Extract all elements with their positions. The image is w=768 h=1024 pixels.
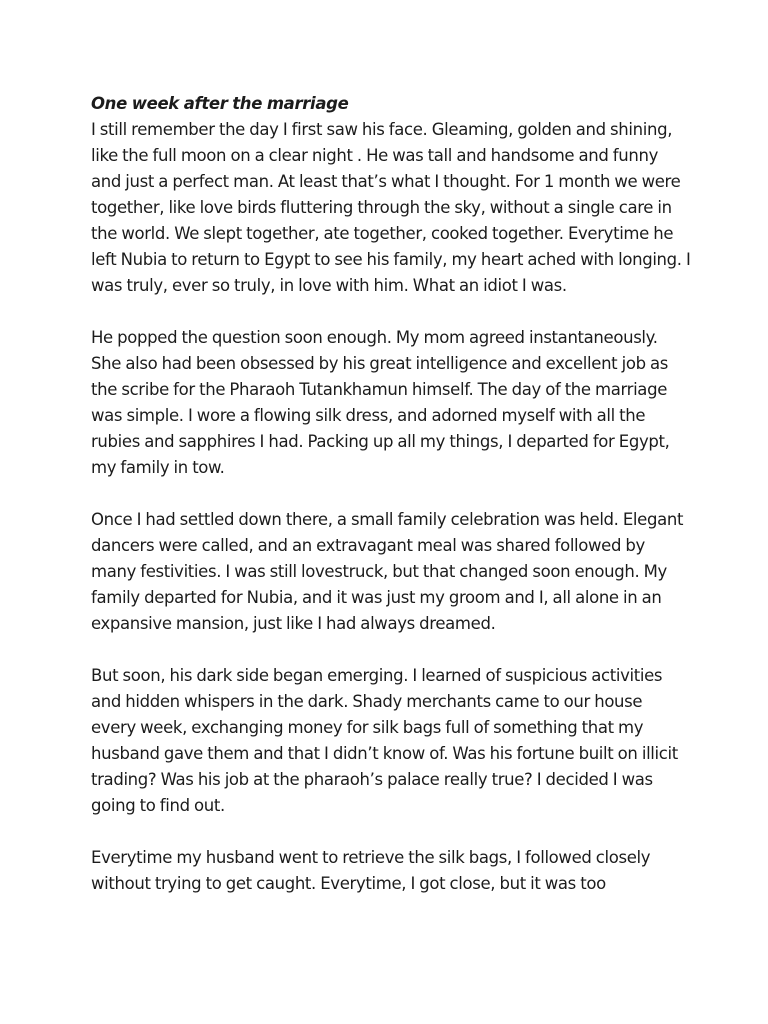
- paragraph-2: He popped the question soon enough. My mom agreed instantaneously. She also had been obsessed by his great intelligence and excellent job as the scribe for the Pharaoh Tutankhamun himself. The day of the marriage was simple. I wore a flowing silk dress, and adorned myself with all the rubies and sapphires I had. Packing up all my things, I departed for Egypt, my family in tow.: [91, 328, 670, 477]
- paragraph-5: Everytime my husband went to retrieve the silk bags, I followed closely without trying to get caught. Everytime, I got close, but it was too: [91, 848, 651, 893]
- paragraph-1: I still remember the day I first saw his face. Gleaming, golden and shining, like the full moon on a clear night . He was tall and handsome and funny and just a perfect man. At least that’s what I thought. For 1 month we were together, like love birds fluttering through the sky, without a single care in the world. We slept together, ate together, cooked together. Everytime he left Nubia to return to Egypt to see his family, my heart ached with longing. I was truly, ever so truly, in love with him. What an idiot I was.: [91, 120, 691, 295]
- paragraph-4: But soon, his dark side began emerging. I learned of suspicious activities and hidden whispers in the dark. Shady merchants came to our house every week, exchanging money for silk bags full of something that my husband gave them and that I didn’t know of. Was his fortune built on illicit trading? Was his job at the pharaoh’s palace really true? I decided I was going to find out.: [91, 666, 678, 815]
- document-page: [91, 91, 691, 923]
- paragraph-3: Once I had settled down there, a small family celebration was held. Elegant dancers were called, and an extravagant meal was shared followed by many festivities. I was still lovestruck, but that changed soon enough. My family departed for Nubia, and it was just my groom and I, all alone in an expansive mansion, just like I had always dreamed.: [91, 510, 684, 633]
- document-heading: One week after the marriage: [91, 94, 349, 113]
